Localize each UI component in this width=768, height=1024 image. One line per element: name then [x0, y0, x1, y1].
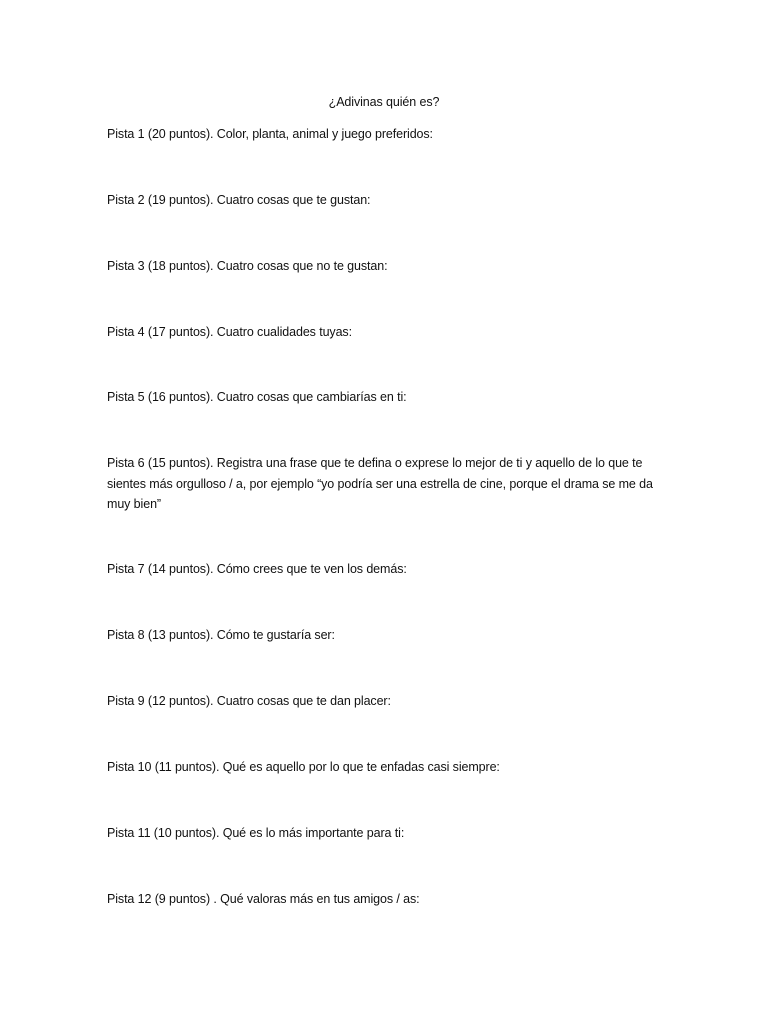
clue-5: Pista 5 (16 puntos). Cuatro cosas que cambiarías en ti: [107, 390, 407, 404]
clue-1: Pista 1 (20 puntos). Color, planta, animal y juego preferidos: [107, 127, 433, 141]
clue-2: Pista 2 (19 puntos). Cuatro cosas que te gustan: [107, 193, 371, 207]
clue-3: Pista 3 (18 puntos). Cuatro cosas que no te gustan: [107, 259, 388, 273]
clue-10: Pista 10 (11 puntos). Qué es aquello por lo que te enfadas casi siempre: [107, 760, 500, 774]
clue-11: Pista 11 (10 puntos). Qué es lo más importante para ti: [107, 826, 405, 840]
clue-4: Pista 4 (17 puntos). Cuatro cualidades tuyas: [107, 325, 352, 339]
clue-12: Pista 12 (9 puntos) . Qué valoras más en tus amigos / as: [107, 892, 420, 906]
document-title: ¿Adivinas quién es? [328, 95, 440, 109]
clue-7: Pista 7 (14 puntos). Cómo crees que te ven los demás: [107, 562, 407, 576]
clue-6: Pista 6 (15 puntos). Registra una frase que te defina o exprese lo mejor de ti y aquello de lo que te sientes más orgulloso / a, por ejemplo “yo podría ser una estrella de cine, porque el drama se me da muy bien” [107, 456, 653, 511]
clue-8: Pista 8 (13 puntos). Cómo te gustaría ser: [107, 628, 335, 642]
clue-9: Pista 9 (12 puntos). Cuatro cosas que te dan placer: [107, 694, 391, 708]
